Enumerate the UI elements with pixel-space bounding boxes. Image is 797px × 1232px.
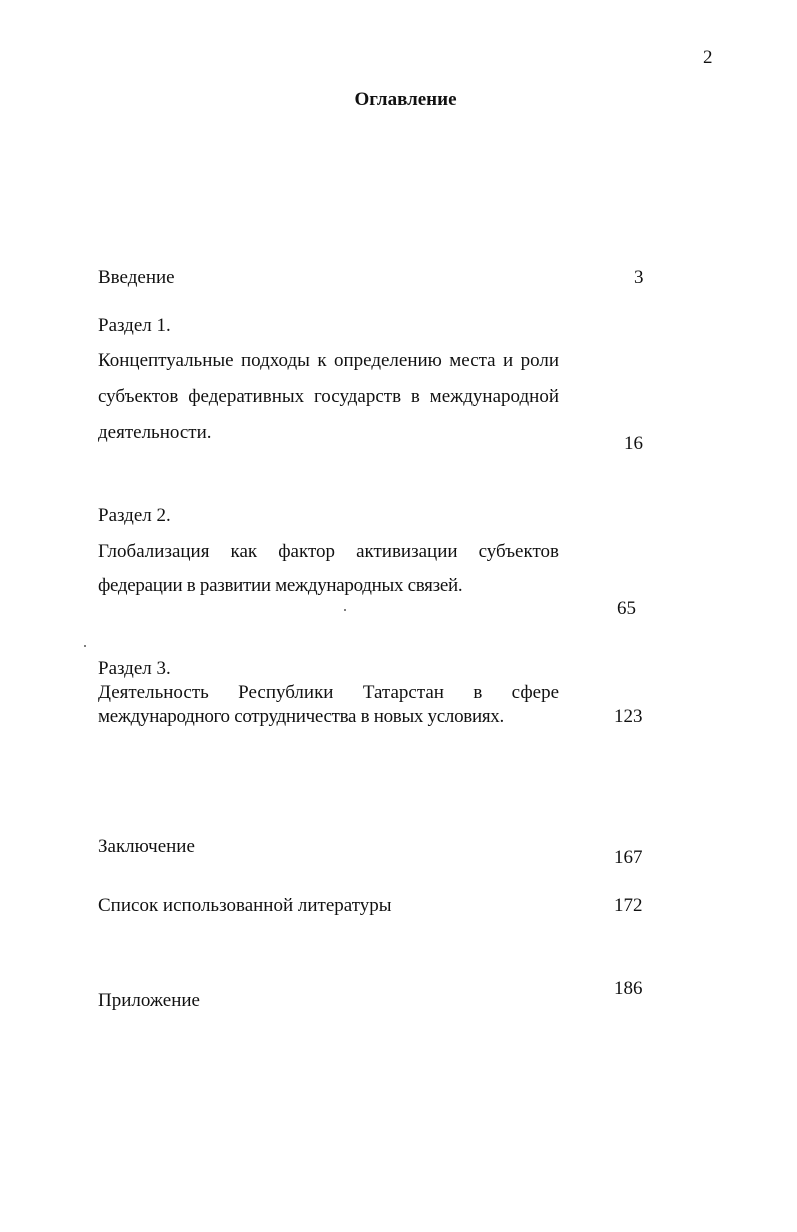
toc-section1-line-2: субъектов федеративных государств в международной xyxy=(98,386,559,407)
toc-section3-page: 123 xyxy=(614,706,643,727)
toc-entry-conclusion-label: Заключение xyxy=(98,836,195,857)
toc-section1-page: 16 xyxy=(624,433,643,454)
toc-section3-line-1: Деятельность Республики Татарстан в сфере xyxy=(98,682,559,703)
toc-section3-line-2: международного сотрудничества в новых условиях. xyxy=(98,706,504,727)
page-number: 2 xyxy=(703,47,713,68)
toc-section1-line-3: деятельности. xyxy=(98,422,212,443)
toc-entry-conclusion-page: 167 xyxy=(614,847,643,868)
toc-section3-heading: Раздел 3. xyxy=(98,658,171,679)
scan-speck xyxy=(344,609,346,611)
toc-entry-intro-page: 3 xyxy=(634,267,644,288)
toc-section2-page: 65 xyxy=(617,598,636,619)
toc-entry-appendix-page: 186 xyxy=(614,978,643,999)
toc-entry-references-label: Список использованной литературы xyxy=(98,895,392,916)
toc-section2-line-2: федерации в развитии международных связей. xyxy=(98,575,463,596)
toc-section2-line-1: Глобализация как фактор активизации субъектов xyxy=(98,541,559,562)
toc-entry-appendix-label: Приложение xyxy=(98,990,200,1011)
page-title: Оглавление xyxy=(354,89,457,110)
toc-section1-line-1: Концептуальные подходы к определению места и роли xyxy=(98,350,559,371)
toc-entry-references-page: 172 xyxy=(614,895,643,916)
scan-speck xyxy=(84,645,86,647)
toc-entry-intro-label: Введение xyxy=(98,267,175,288)
toc-section1-heading: Раздел 1. xyxy=(98,315,171,336)
toc-section2-heading: Раздел 2. xyxy=(98,505,171,526)
